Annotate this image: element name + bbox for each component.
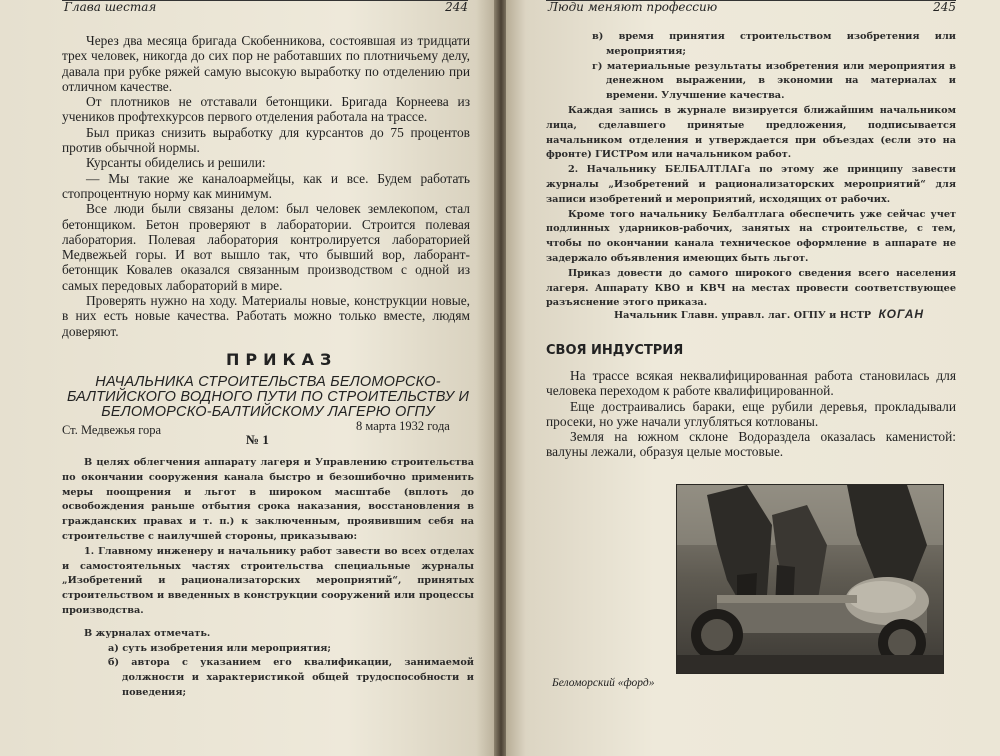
section-body-text [546, 368, 956, 460]
order-paragraph: 1. Главному инженеру и начальнику работ завести во всех отделах и самостоятельных частях строительства специальные журналы „Изобретений и рационализаторских мероприятий“, принятых строительством и введенных в конструкции сооружений или процессы производства. [62, 545, 474, 616]
photo-caption: Беломорский «форд» [552, 677, 655, 689]
paragraph: Еще достраивались бараки, еще рубили деревья, прокладывали просеки, но уже начали углубляться котлованы. [546, 398, 956, 429]
order-text-right [546, 30, 956, 311]
signature-title: Начальник Главн. управл. лаг. ОГПУ и НСТР [614, 310, 872, 321]
photo-belomorsky-ford [676, 484, 944, 674]
order-text-left [62, 456, 474, 701]
journal-item: б) автора с указанием его квалификации, занимаемой должности и характеристикой общей трудоспособности и поведения; [108, 657, 474, 698]
paragraph: Курсанты обиделись и решили: [86, 155, 266, 171]
section-title: СВОЯ ИНДУСТРИЯ [546, 343, 684, 358]
paragraph: На трассе всякая неквалифицированная работа становилась для человека переходом к работе квалифицированной. [546, 368, 956, 399]
order-place: Ст. Медвежья гора [62, 423, 162, 437]
paragraph: От плотников не отставали бетонщики. Бригада Корнеева из учеников профтехкурсов первого отделения работала на трассе. [62, 94, 470, 125]
order-date: 8 марта 1932 года [356, 419, 450, 433]
page-number-right: 245 [933, 0, 956, 14]
order-paragraph: Приказ довести до самого широкого сведения всего населения лагеря. Аппарату КВО и КВЧ на местах провести соответствующее разъяснение этого приказа. [546, 267, 956, 309]
journal-item: в) время принятия строительством изобретения или мероприятия; [592, 31, 956, 57]
photo-illustration [677, 485, 943, 673]
paragraph: Через два месяца бригада Скобенникова, состоявшая из тридцати трех человек, никогда до сих пор не работавших по плотничьему делу, давала при рубке ряжей самую высокую выработку по отделению при отличном качестве. [62, 33, 470, 94]
chapter-title: Глава шестая [64, 0, 157, 14]
signature-name: КОГАН [878, 307, 925, 321]
order-paragraph: Кроме того начальнику Белбалтлага обеспечить уже сейчас учет подлинных ударников-рабочих, занятых на строительстве, с тем, чтобы по окончании канала техническое оформление в аппарате не задержало объявления имеющих быть льгот. [546, 208, 956, 264]
paragraph: Все люди были связаны делом: был человек землекопом, стал бетонщиком. Бетон проверяют в лаборатории. Строится полевая лаборатория. Полевая лаборатория контролируется лабораторией Медвежьей горы. И вот вышло так, что бывший вор, лаборант-бетонщик Ковалев оказался связанным производством с одной из самых передовых лабораторий в мире. [62, 201, 470, 293]
paragraph: Проверять нужно на ходу. Материалы новые, конструкции новые, в них есть новые качества. Работать можно только вместе, людям доверяют. [62, 293, 470, 339]
running-head-left [62, 0, 468, 14]
signature-line [614, 307, 954, 324]
left-page [0, 0, 496, 756]
page-number-left: 244 [445, 0, 468, 14]
journal-item: а) суть изобретения или мероприятия; [108, 642, 331, 654]
paragraph: Земля на южном склоне Водораздела оказалась каменистой: валуны лежали, образуя целые мостовые. [546, 429, 956, 460]
section-running-title: Люди меняют профессию [548, 0, 718, 14]
running-head-right [546, 0, 956, 14]
order-number: № 1 [246, 432, 269, 447]
order-title: ПРИКАЗ [226, 350, 338, 369]
order-paragraph: 2. Начальнику БЕЛБАЛТЛАГа по этому же принципу завести журналы „Изобретений и рационализаторских мероприятий“ для записи изобретений и мероприятий, исходящих от рабочих. [546, 164, 956, 205]
journal-intro: В журналах отмечать. [84, 627, 211, 639]
paragraph: Был приказ снизить выработку для курсантов до 75 процентов против обычной нормы. [62, 124, 470, 156]
order-subtitle: НАЧАЛЬНИКА СТРОИТЕЛЬСТВА БЕЛОМОРСКО-БАЛТИЙСКОГО ВОДНОГО ПУТИ ПО СТРОИТЕЛЬСТВУ И БЕЛОМОРСКО-БАЛТИЙСКОМУ ЛАГЕРЮ ОГПУ [66, 374, 470, 420]
order-paragraph: Каждая запись в журнале визируется ближайшим начальником лица, сделавшего принятые предложения, подписывается начальником отделения и утверждается при объездах (если это на фронте) ГИСТРом или начальником работ. [546, 104, 956, 161]
order-paragraph: В целях облегчения аппарату лагеря и Управлению строительства по окончании сооружения канала быстро и безошибочно применить меры поощрения и льгот в широком масштабе (вплоть до освобождения раньше отбытия срока наказания, восстановления в гражданских правах и т. п.) к заключенным, проявившим себя на строительстве с наилучшей стороны, приказываю: [62, 457, 474, 542]
journal-item: г) материальные результаты изобретения или мероприятия в денежном выражении, в экономии на материалах и времени. Улучшение качества. [592, 60, 956, 102]
paragraph: — Мы такие же каналоармейцы, как и все. Будем работать стопроцентную норму как минимум. [62, 170, 470, 201]
left-body-text [62, 33, 470, 339]
